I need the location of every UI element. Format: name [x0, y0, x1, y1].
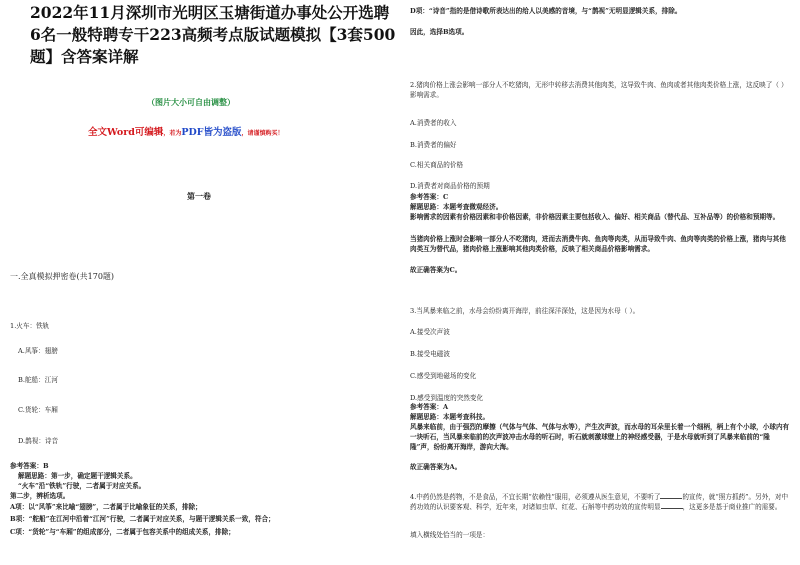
- q1-analysis-1: 解题思路：第一步，确定题干逻辑关系。: [18, 472, 137, 480]
- q4-stem-part-3: ，这更多是基于商业推广的需要。: [682, 503, 782, 511]
- q1-answer: 参考答案：B: [10, 462, 49, 470]
- volume-heading: 第一卷: [187, 191, 211, 201]
- q1-stem: 1.火车：铁轨: [10, 322, 50, 330]
- image-size-note: （图片大小可自由调整）: [147, 97, 235, 107]
- q3-option-d: D.感受到温度的突然变化: [410, 394, 484, 402]
- q3-option-b: B.接受电磁波: [410, 350, 450, 358]
- q1-analysis-4: A项：以“风筝”来比喻“翅膀”，二者属于比喻象征的关系，排除；: [10, 503, 202, 511]
- q1-option-a: A.风筝：翅膀: [18, 347, 58, 355]
- doc-title-line-3: 题】含答案详解: [30, 47, 139, 66]
- q1-option-d: D.鹊视：诗音: [18, 437, 59, 445]
- q1-conclusion: 因此，选择B选项。: [410, 28, 469, 36]
- q2-analysis-1: 解题思路：本题考查微观经济。: [410, 203, 503, 211]
- q3-answer: 参考答案：A: [410, 403, 449, 411]
- edit-note-pdf: PDF皆为盗版: [181, 127, 242, 138]
- q1-analysis-6: C项：“货轮”与“车厢”的组成部分，二者属于包容关系中的组成关系，排除；: [10, 528, 235, 536]
- q1-analysis-3: 第二步，辨析选项。: [10, 492, 70, 500]
- q3-option-c: C.感受到地磁场的变化: [410, 372, 477, 380]
- q2-option-c: C.相关商品的价格: [410, 161, 464, 169]
- edit-note: [88, 124, 284, 138]
- q2-option-d: D.消费者对商品价格的预期: [410, 182, 490, 190]
- q2-option-a: A.消费者的收入: [410, 119, 457, 127]
- edit-note-if: ，若为: [163, 130, 182, 137]
- q4-stem-part-1: 4.中药仍然是药物，不是食品，不宜长期“依赖性”服用，必须遵从医生意见，不要听了: [410, 493, 661, 501]
- q3-analysis-3: 故正确答案为A。: [410, 463, 462, 471]
- q3-option-a: A.接受次声波: [410, 328, 450, 336]
- q1-analysis-5: B项：“舵船”在江河中沿着“江河”行驶，二者属于对应关系，与题干逻辑关系一致，符合；: [10, 515, 275, 523]
- q2-option-b: B.消费者的偏好: [410, 141, 457, 149]
- q2-analysis-2: 影响需求的因素有价格因素和非价格因素，非价格因素主要包括收入、偏好、相关商品（替代品、互补品等）的价格和预期等。: [410, 213, 780, 221]
- q3-stem: 3.当风暴来临之前，水母会纷纷离开海岸，前往深洋深处，这是因为水母（ ）。: [410, 307, 640, 315]
- edit-note-word: 全文Word可编辑: [88, 127, 164, 138]
- q2-stem: 2.猪肉价格上涨会影响一部分人不吃猪肉，无形中转移去消费其他肉类，这导致牛肉、鱼肉或者其他肉类价格上涨，这反映了（ ）影响需求。: [410, 81, 788, 99]
- q1-analysis-continued: D项：“诗音”指的是借诗歌所表达出的给人以美感的音境，与“鹊视”无明显逻辑关系，排除。: [410, 7, 682, 15]
- q3-analysis-1: 解题思路：本题考查科技。: [410, 413, 490, 421]
- q2-answer: 参考答案：C: [410, 193, 449, 201]
- q3-analysis-2: 风暴来临前，由于强烈的摩擦（气体与气体、气体与水等），产生次声波，而水母的耳朵里长着一个细柄，柄上有个小球，小球内有一块听石，当风暴来临前的次声波冲击水母的听石时，听石就刺激球壁上的神经感受器，于是水母就听到了风暴来临前的“隆隆”声，纷纷离开海岸，游向大海。: [410, 423, 790, 451]
- q1-analysis-2: “火车”沿“铁轨”行驶，二者属于对应关系。: [18, 482, 146, 490]
- q2-analysis-3: 当猪肉价格上涨时会影响一部分人不吃猪肉，进而去消费牛肉、鱼肉等肉类，从而导致牛肉、鱼肉等肉类的价格上涨，猪肉与其他肉类互为替代品，猪肉价格上涨影响其他肉类价格，反映了相关商品价格影响需求。: [410, 235, 786, 253]
- doc-title-line-1: 2022年11月深圳市光明区玉塘街道办事处公开选聘: [30, 3, 390, 22]
- q4-stem: [410, 492, 790, 512]
- doc-title-line-2: 6名一般特聘专干223高频考点版试题模拟【3套500: [30, 25, 396, 44]
- q4-stem-part-2: 的宣传，就“照方抓药”。另外，对中药功效的认识要客观、科学，近年来，对诸如虫草、红花、石斛等中药功效的宣传明显: [410, 493, 789, 511]
- q1-option-c: C.货轮：车厢: [18, 406, 58, 414]
- q4-fill-instruction: 填入横线处恰当的一项是：: [410, 531, 490, 539]
- q2-analysis-4: 故正确答案为C。: [410, 266, 462, 274]
- q4-blank-2[interactable]: [661, 502, 683, 509]
- section-heading: 一.全真模拟押密卷(共170题): [10, 272, 115, 281]
- edit-note-warning: ，请谨慎购买！: [241, 130, 284, 137]
- q1-option-b: B.舵船：江河: [18, 376, 58, 384]
- q4-blank-1[interactable]: [660, 492, 682, 499]
